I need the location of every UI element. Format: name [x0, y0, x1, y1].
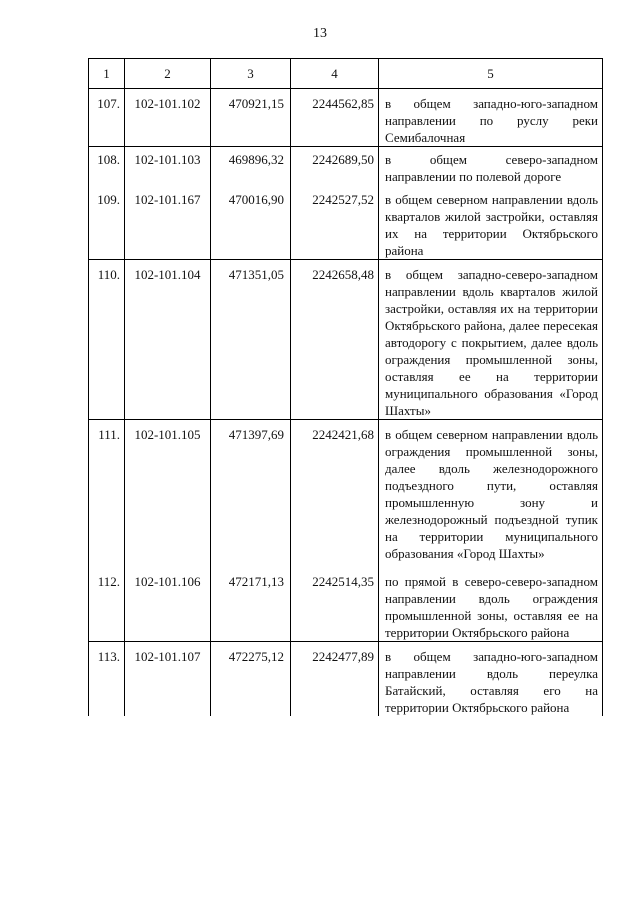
point-code: 102-101.106 [125, 562, 211, 642]
table-row [89, 147, 603, 186]
coordinate-x: 469896,32 [211, 147, 291, 186]
point-number: 109. [89, 185, 125, 260]
coordinate-y: 2244562,85 [291, 89, 379, 147]
coordinate-y: 2242689,50 [291, 147, 379, 186]
page-number: 13 [313, 26, 327, 41]
boundary-description: в общем северном направлении вдоль кварталов жилой застройки, оставляя их на территории Октябрьского района [379, 185, 603, 260]
table-row [89, 642, 603, 717]
header-row [89, 59, 603, 89]
point-code: 102-101.107 [125, 642, 211, 717]
coordinate-y: 2242421,68 [291, 420, 379, 563]
boundary-description: в общем северном направлении вдоль ограждения промышленной зоны, далее вдоль железнодорожного подъездного пути, оставляя промышленную зону и железнодорожный подъездной тупик на территории муниципального образования «Город Шахты» [379, 420, 603, 563]
table-row [89, 89, 603, 147]
coordinate-y: 2242527,52 [291, 185, 379, 260]
coordinate-x: 472171,13 [211, 562, 291, 642]
coordinate-x: 470016,90 [211, 185, 291, 260]
coordinate-x: 471397,69 [211, 420, 291, 563]
column-header-3: 3 [211, 59, 291, 89]
coordinate-x: 471351,05 [211, 260, 291, 420]
column-header-1: 1 [89, 59, 125, 89]
point-number: 110. [89, 260, 125, 420]
boundary-description: по прямой в северо-северо-западном направлении вдоль ограждения промышленной зоны, оставляя ее на территории Октябрьского района [379, 562, 603, 642]
point-number: 108. [89, 147, 125, 186]
column-header-2: 2 [125, 59, 211, 89]
boundary-description: в общем западно-северо-западном направлении вдоль кварталов жилой застройки, оставляя их на территории Октябрьского района, далее пересекая автодорогу с покрытием, далее вдоль ограждения промышленной зоны, оставляя ее на территории муниципального образования «Город Шахты» [379, 260, 603, 420]
point-number: 111. [89, 420, 125, 563]
coordinate-y: 2242477,89 [291, 642, 379, 717]
boundary-description: в общем западно-юго-западном направлении вдоль переулка Батайский, оставляя его на территории Октябрьского района [379, 642, 603, 717]
coordinate-y: 2242658,48 [291, 260, 379, 420]
point-code: 102-101.104 [125, 260, 211, 420]
table-row [89, 420, 603, 563]
point-code: 102-101.105 [125, 420, 211, 563]
coordinate-x: 472275,12 [211, 642, 291, 717]
boundary-description: в общем северо-западном направлении по полевой дороге [379, 147, 603, 186]
point-code: 102-101.103 [125, 147, 211, 186]
column-header-5: 5 [379, 59, 603, 89]
point-code: 102-101.102 [125, 89, 211, 147]
column-header-4: 4 [291, 59, 379, 89]
table-row [89, 562, 603, 642]
coordinate-y: 2242514,35 [291, 562, 379, 642]
table-row [89, 185, 603, 260]
point-number: 112. [89, 562, 125, 642]
boundary-table [88, 58, 603, 716]
point-number: 107. [89, 89, 125, 147]
table-row [89, 260, 603, 420]
boundary-description: в общем западно-юго-западном направлении по руслу реки Семибалочная [379, 89, 603, 147]
point-number: 113. [89, 642, 125, 717]
point-code: 102-101.167 [125, 185, 211, 260]
coordinate-x: 470921,15 [211, 89, 291, 147]
